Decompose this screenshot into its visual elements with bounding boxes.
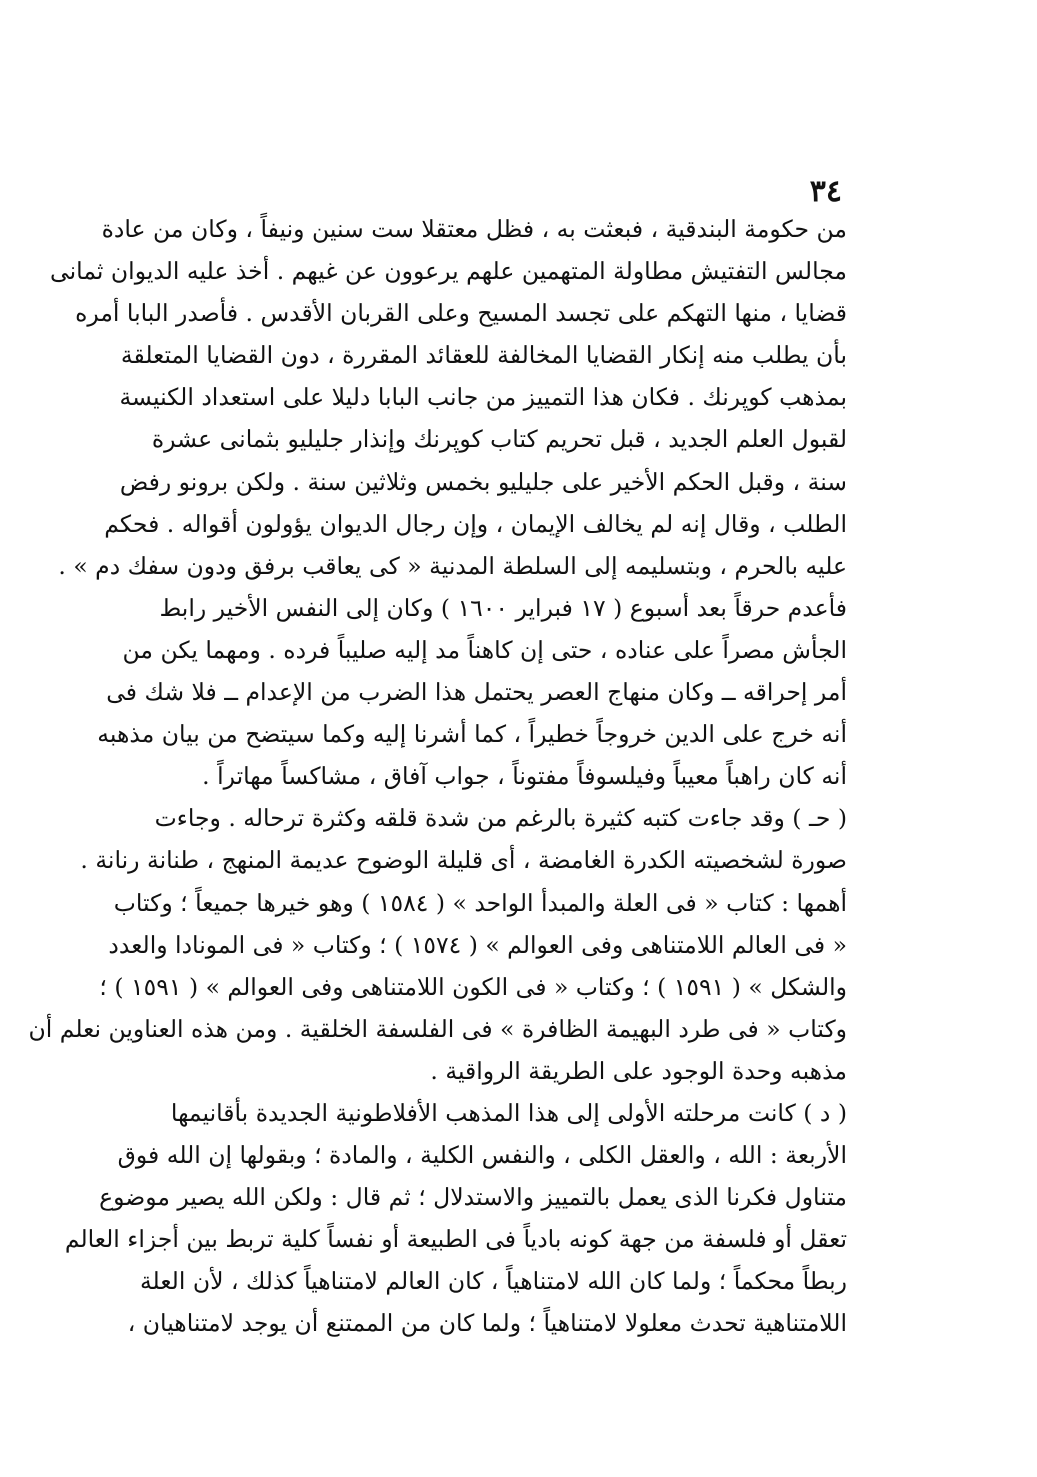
page-number: ٣٤ — [809, 174, 842, 209]
text-line: ( د ) كانت مرحلته الأولى إلى هذا المذهب الأفلاطونية الجديدة بأقانيمها — [170, 1098, 847, 1127]
text-line: من حكومة البندقية ، فبعثت به ، فظل معتقلا ست سنين ونيفاً ، وكان من عادة — [101, 215, 847, 243]
text-line: مجالس التفتيش مطاولة المتهمين علهم يرعوون عن غيهم . أخذ عليه الديوان ثمانى — [50, 257, 847, 286]
text-line: سنة ، وقبل الحكم الأخير على جليليو بخمس وثلاثين سنة . ولكن برونو رفض — [119, 467, 847, 496]
text-line: الجأش مصراً على عناده ، حتى إن كاهناً مد إليه صليباً فرده . ومهما يكن من — [122, 635, 847, 664]
text-line: عليه بالحرم ، وبتسليمه إلى السلطة المدنية « كى يعاقب برفق ودون سفك دم » . — [58, 551, 847, 580]
text-line: بأن يطلب منه إنكار القضايا المخالفة للعقائد المقررة ، دون القضايا المتعلقة — [120, 341, 847, 370]
text-line: أنه خرج على الدين خروجاً خطيراً ، كما أشرنا إليه وكما سيتضح من بيان مذهبه — [97, 720, 847, 749]
text-line: أمر إحراقه ــ وكان منهاج العصر يحتمل هذا الضرب من الإعدام ــ فلا شك فى — [106, 678, 847, 707]
text-line: الطلب ، وقال إنه لم يخالف الإيمان ، وإن رجال الديوان يؤولون أقواله . فحكم — [104, 509, 847, 538]
text-line: وكتاب « فى طرد البهيمة الظافرة » فى الفلسفة الخلقية . ومن هذه العناوين نعلم أن — [28, 1014, 847, 1043]
text-line: اللامتناهية تحدث معلولا لامتناهياً ؛ ولما كان من الممتنع أن يوجد لامتناهيان ، — [127, 1309, 847, 1338]
text-line: فأعدم حرقاً بعد أسبوع ( ١٧ فبراير ١٦٠٠ ) وكان إلى النفس الأخير رابط — [159, 593, 847, 622]
text-line: بمذهب كوپرنك . فكان هذا التمييز من جانب البابا دليلا على استعداد الكنيسة — [119, 383, 847, 412]
text-line: « فى العالم اللامتناهى وفى العوالم » ( ١٥٧٤ ) ؛ وكتاب « فى المونادا والعدد — [108, 930, 847, 959]
text-line: الأربعة : الله ، والعقل الكلى ، والنفس الكلية ، والمادة ؛ وبقولها إن الله فوق — [117, 1141, 847, 1170]
text-line: صورة لشخصيته الكدرة الغامضة ، أى قليلة الوضوح عديمة المنهج ، طنانة رنانة . — [80, 846, 847, 875]
text-line: تعقل أو فلسفة من جهة كونه بادياً فى الطبيعة أو نفساً كلية تربط بين أجزاء العالم — [64, 1225, 847, 1254]
page-body-text — [28, 208, 847, 1345]
text-line-paragraph-end: أنه كان راهباً معيباً وفيلسوفاً مفتوناً ، جواب آفاق ، مشاكساً مهاتراً . — [202, 762, 847, 791]
text-line: أهمها : كتاب « فى العلة والمبدأ الواحد » ( ١٥٨٤ ) وهو خيرها جميعاً ؛ وكتاب — [113, 888, 847, 917]
text-line: متناول فكرنا الذى يعمل بالتمييز والاستدلال ؛ ثم قال : ولكن الله يصير موضوع — [99, 1183, 847, 1212]
text-line: ( حـ ) وقد جاءت كتبه كثيرة بالرغم من شدة قلقه وكثرة ترحاله . وجاءت — [154, 804, 847, 833]
text-line: لقبول العلم الجديد ، قبل تحريم كتاب كوپرنك وإنذار جليليو بثمانى عشرة — [151, 425, 847, 454]
text-line: والشكل » ( ١٥٩١ ) ؛ وكتاب « فى الكون اللامتناهى وفى العوالم » ( ١٥٩١ ) ؛ — [99, 972, 847, 1001]
text-line-paragraph-end: مذهبه وحدة الوجود على الطريقة الرواقية . — [430, 1056, 847, 1085]
text-line: ربطاً محكماً ؛ ولما كان الله لامتناهياً ، كان العالم لامتناهياً كذلك ، لأن العلة — [139, 1267, 847, 1296]
text-line: قضايا ، منها التهكم على تجسد المسيح وعلى القربان الأقدس . فأصدر البابا أمره — [75, 299, 847, 328]
